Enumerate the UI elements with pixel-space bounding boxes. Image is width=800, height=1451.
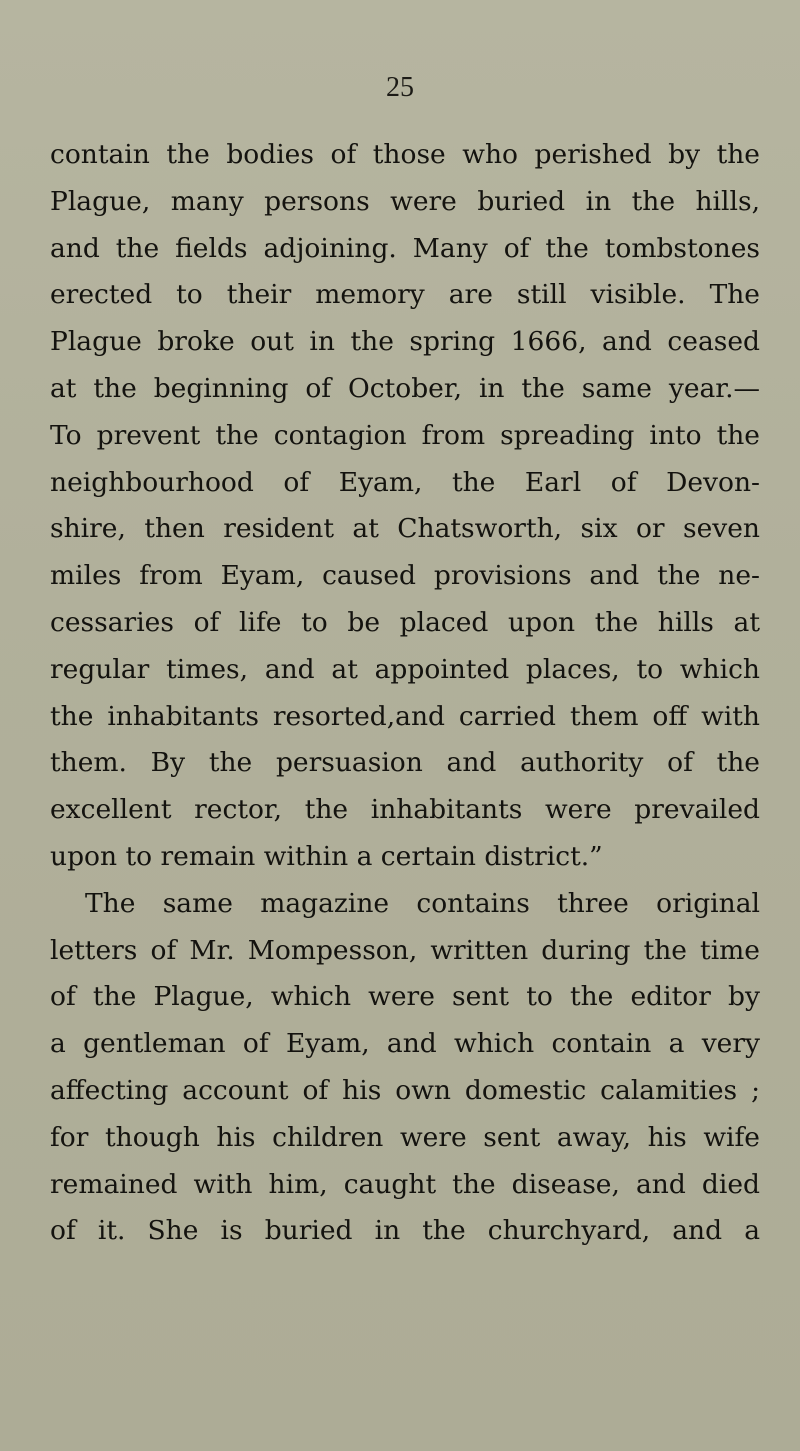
- body-text: [50, 132, 760, 1255]
- text-line: excellent rector, the inhabitants were prevailed: [50, 794, 760, 826]
- page-number: 25: [386, 72, 414, 103]
- text-line: at the beginning of October, in the same year.—: [50, 372, 760, 404]
- text-line: cessaries of life to be placed upon the hills at: [50, 606, 760, 638]
- text-line: affecting account of his own domestic calamities ;: [50, 1074, 760, 1106]
- text-line: and the fields adjoining. Many of the tombstones: [50, 232, 760, 264]
- text-line: contain the bodies of those who perished by the: [50, 139, 760, 170]
- text-line: Plague broke out in the spring 1666, and ceased: [50, 326, 760, 358]
- text-line: neighbourhood of Eyam, the Earl of Devon-: [50, 466, 760, 498]
- text-line: To prevent the contagion from spreading into the: [50, 419, 760, 451]
- text-line: for though his children were sent away, his wife: [50, 1121, 760, 1153]
- text-line: letters of Mr. Mompesson, written during the time: [50, 934, 760, 966]
- text-line: The same magazine contains three original: [85, 887, 760, 919]
- text-line: erected to their memory are still visible. The: [50, 279, 760, 311]
- text-line: Plague, many persons were buried in the hills,: [50, 185, 760, 217]
- text-line: miles from Eyam, caused provisions and the ne-: [50, 560, 760, 592]
- text-line: shire, then resident at Chatsworth, six or seven: [50, 513, 760, 545]
- text-line: them. By the persuasion and authority of the: [50, 747, 760, 779]
- text-line: a gentleman of Eyam, and which contain a very: [50, 1028, 760, 1060]
- text-line: remained with him, caught the disease, and died: [50, 1168, 760, 1200]
- text-line: upon to remain within a certain district.”: [50, 840, 603, 872]
- text-line: the inhabitants resorted,and carried them off with: [50, 700, 760, 732]
- text-line: of it. She is buried in the churchyard, and a: [50, 1215, 760, 1247]
- text-line: regular times, and at appointed places, to which: [50, 653, 760, 685]
- text-line: of the Plague, which were sent to the editor by: [50, 981, 760, 1013]
